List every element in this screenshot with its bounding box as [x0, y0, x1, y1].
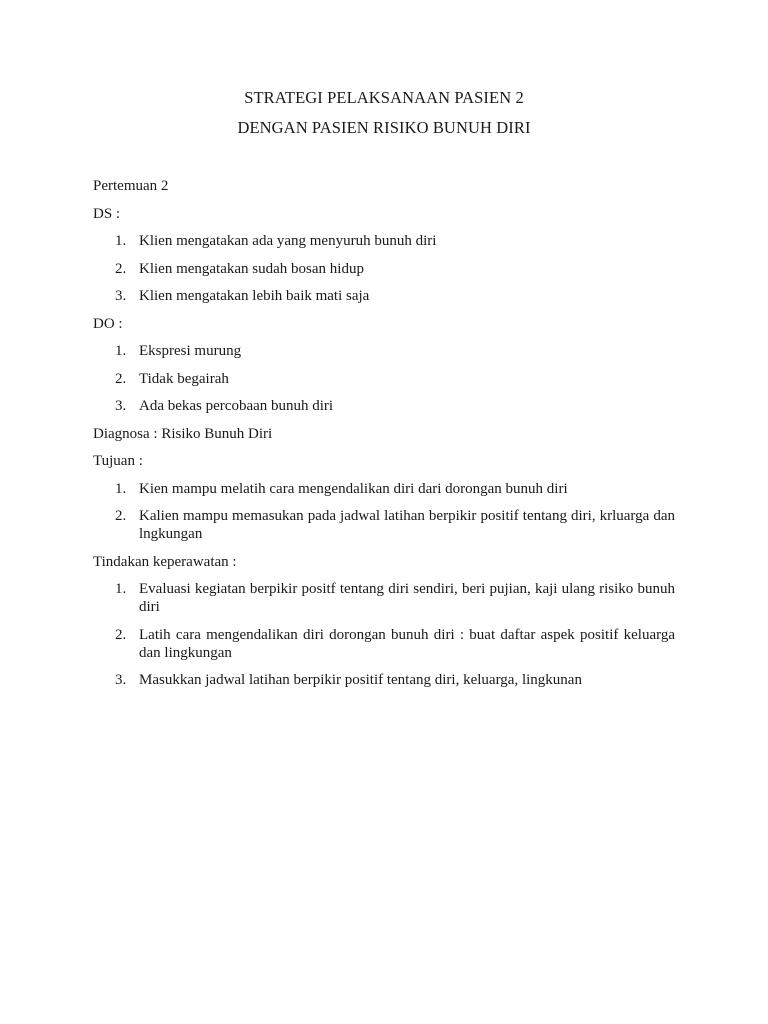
- document-subtitle: DENGAN PASIEN RISIKO BUNUH DIRI: [237, 118, 531, 137]
- list-item-text: Latih cara mengendalikan diri dorongan bunuh diri : buat daftar aspek positif keluarga dan lingkungan: [139, 626, 675, 661]
- actions-label: Tindakan keperawatan :: [93, 553, 237, 570]
- list-item-number: 1.: [115, 581, 127, 597]
- list-item: [93, 260, 675, 278]
- list-item: [93, 342, 675, 360]
- list-item-number: 1.: [115, 343, 127, 359]
- goal-label: Tujuan :: [93, 453, 143, 469]
- document-title: STRATEGI PELAKSANAAN PASIEN 2: [244, 88, 524, 107]
- list-item-number: 2.: [115, 370, 127, 387]
- list-item: [93, 626, 675, 662]
- list-item-number: 3.: [115, 672, 127, 688]
- list-item-text: Klien mengatakan ada yang menyuruh bunuh diri: [139, 233, 437, 249]
- list-item-text: Klien mengatakan lebih baik mati saja: [139, 288, 370, 304]
- list-item-text: Evaluasi kegiatan berpikir positf tentang diri sendiri, beri pujian, kaji ulang risiko bunuh diri: [139, 581, 675, 615]
- list-item: [93, 480, 675, 498]
- list-item: [93, 507, 675, 543]
- list-item: [93, 232, 675, 250]
- list-item-number: 1.: [115, 480, 127, 497]
- list-item: [93, 287, 675, 305]
- list-item-number: 2.: [115, 626, 127, 643]
- diagnosis-text: Diagnosa : Risiko Bunuh Diri: [93, 425, 273, 442]
- do-label: DO :: [93, 315, 123, 332]
- list-item-text: Masukkan jadwal latihan berpikir positif tentang diri, keluarga, lingkunan: [139, 672, 582, 688]
- list-item: [93, 580, 675, 616]
- list-item-text: Kien mampu melatih cara mengendalikan diri dari dorongan bunuh diri: [139, 480, 568, 497]
- list-item-text: Ekspresi murung: [139, 343, 242, 359]
- list-item-text: Tidak begairah: [139, 370, 229, 387]
- list-item-number: 2.: [115, 508, 127, 524]
- list-item-text: Ada bekas percobaan bunuh diri: [139, 398, 334, 414]
- ds-label: DS :: [93, 205, 121, 222]
- list-item: [93, 370, 675, 388]
- list-item: [93, 671, 675, 689]
- list-item-text: Klien mengatakan sudah bosan hidup: [139, 260, 364, 277]
- list-item-number: 1.: [115, 233, 127, 249]
- ds-list: [93, 232, 675, 305]
- actions-list: [93, 580, 675, 689]
- list-item-text: Kalien mampu memasukan pada jadwal latihan berpikir positif tentang diri, krluarga dan lngkungan: [139, 508, 675, 542]
- list-item-number: 3.: [115, 398, 127, 414]
- list-item-number: 2.: [115, 260, 127, 277]
- document-body: [93, 177, 675, 699]
- do-list: [93, 342, 675, 415]
- goal-list: [93, 480, 675, 544]
- meeting-label: Pertemuan 2: [93, 178, 169, 194]
- list-item: [93, 397, 675, 415]
- list-item-number: 3.: [115, 288, 127, 304]
